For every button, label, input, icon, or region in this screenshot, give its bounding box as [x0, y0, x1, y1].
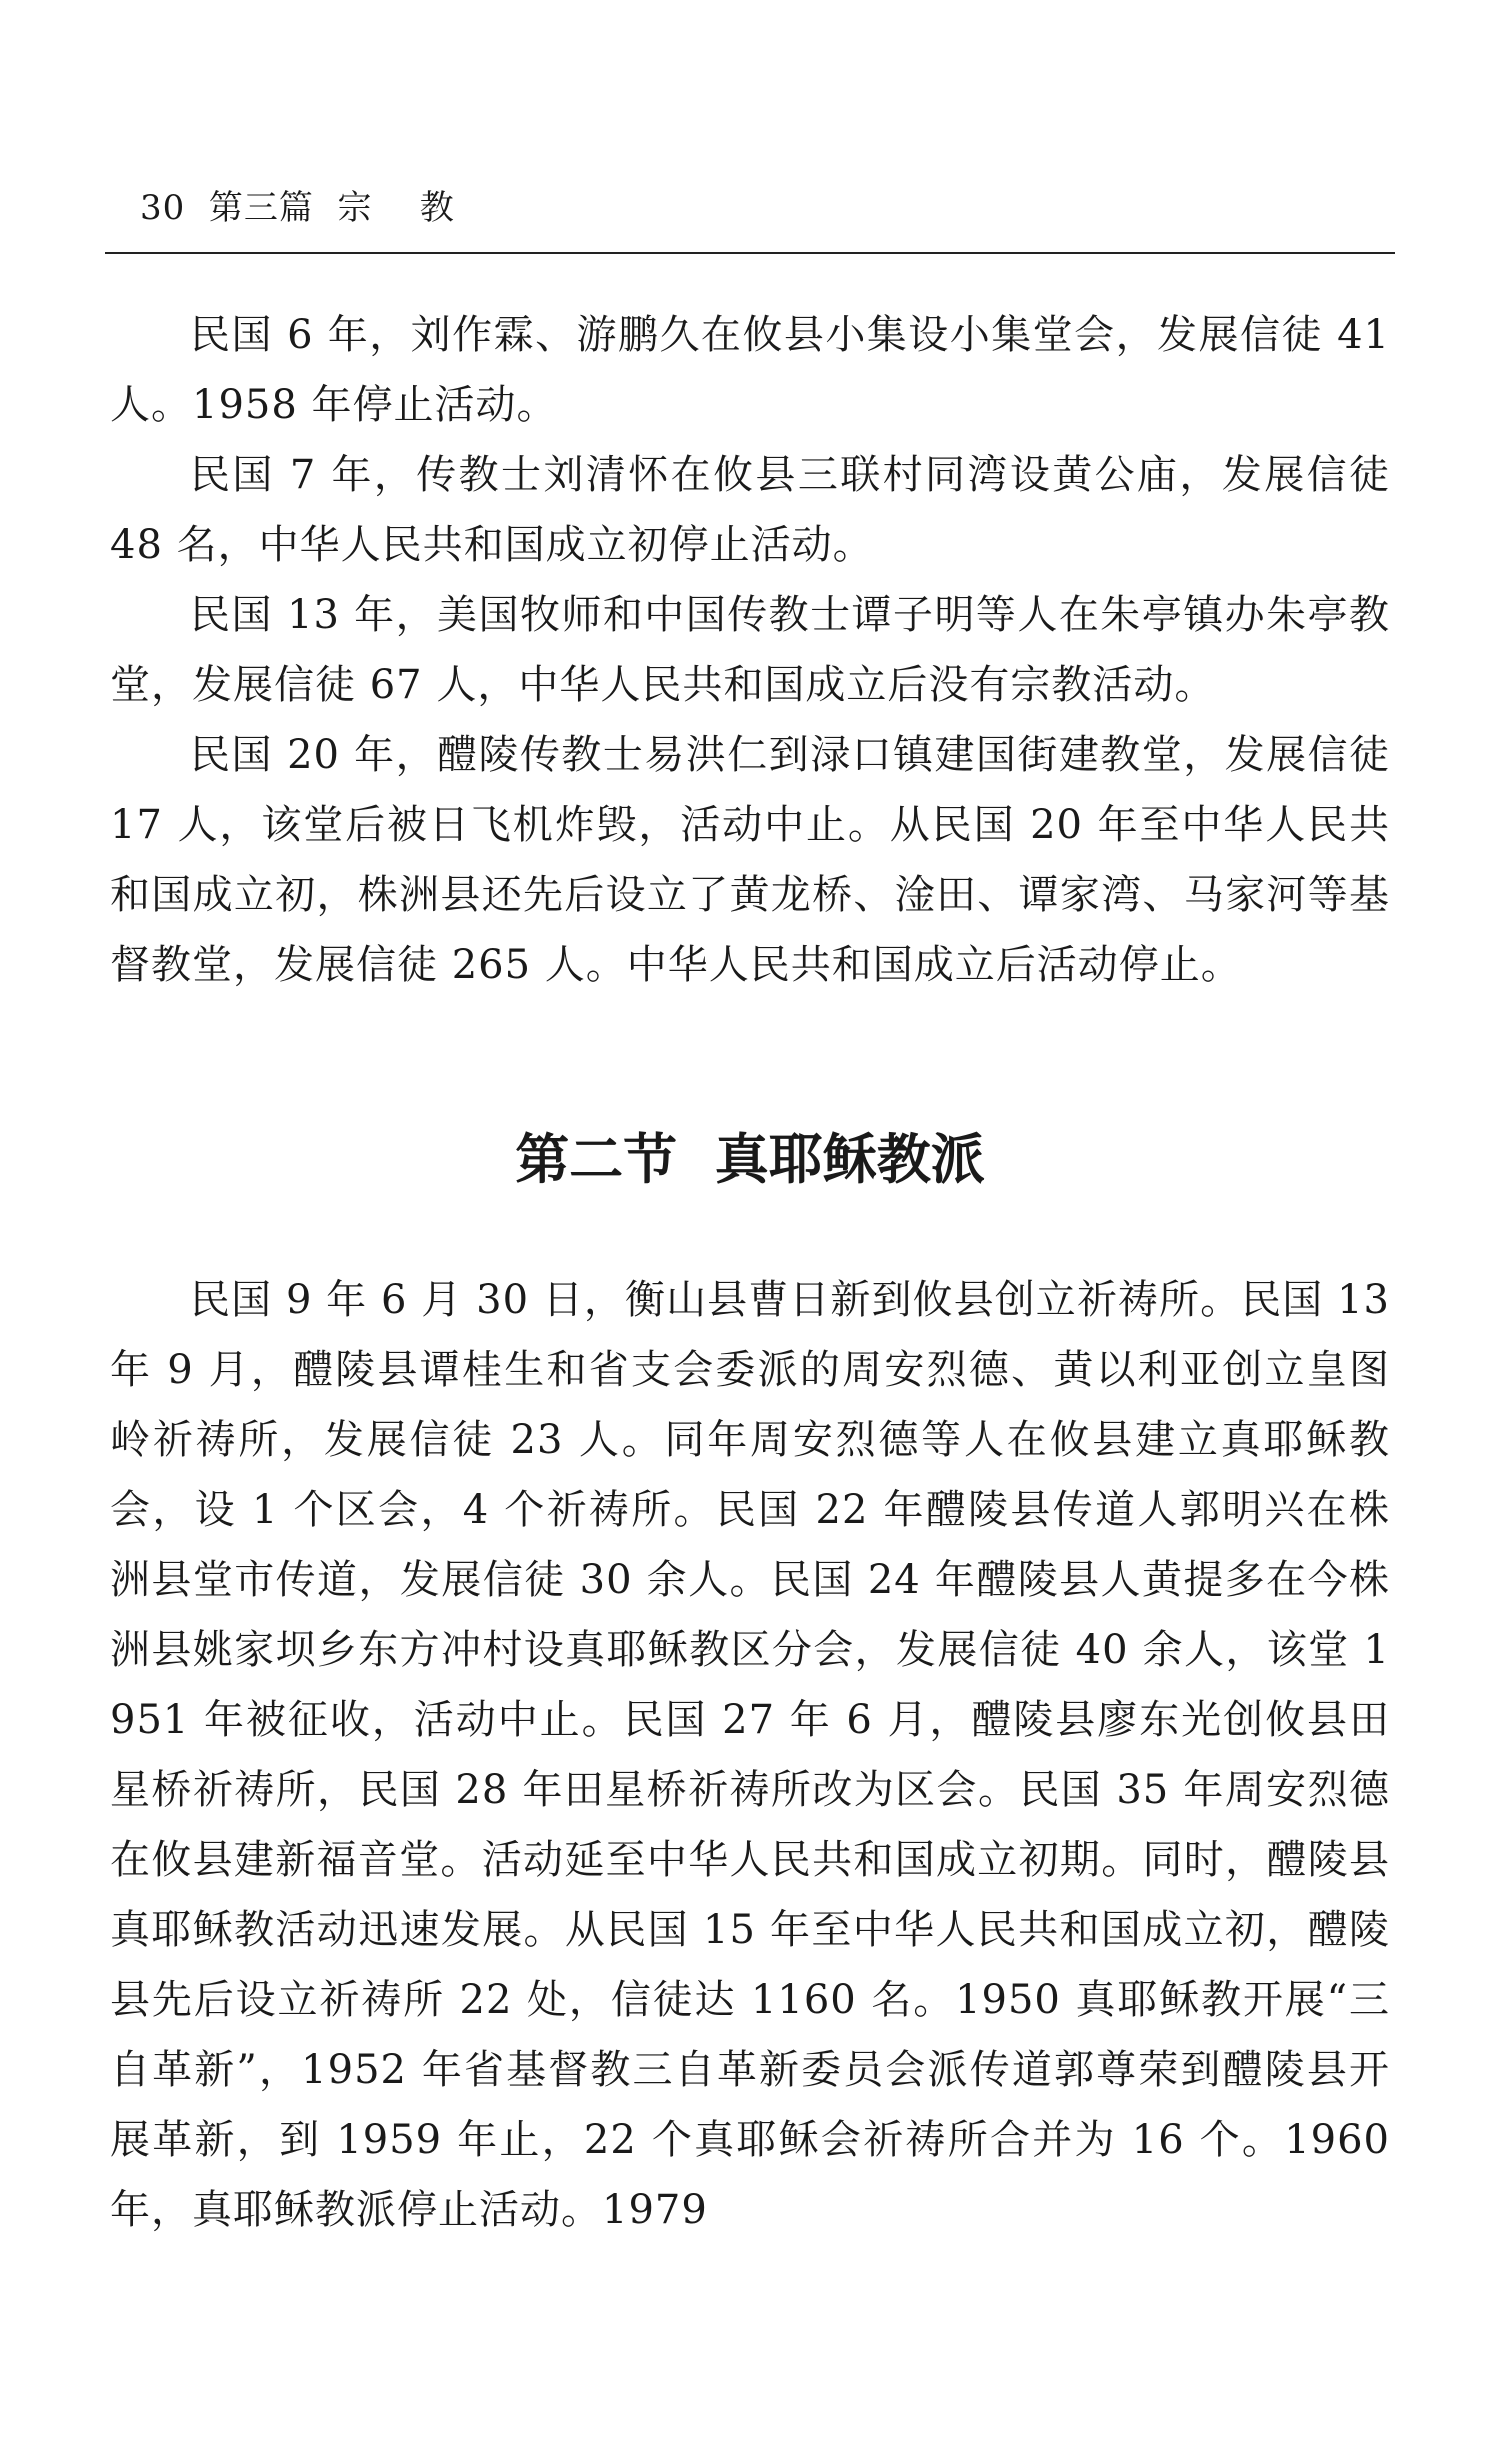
- paragraph: 民国 9 年 6 月 30 日，衡山县曹日新到攸县创立祈祷所。民国 13 年 9 月，醴陵县谭桂生和省支会委派的周安烈德、黄以利亚创立皇图岭祈祷所，发展信徒 23 人。同年周安烈德等人在攸县建立真耶稣教会，设 1 个区会，4 个祈祷所。民国 22 年醴陵县传道人郭明兴在株洲县堂市传道，发展信徒 30 余人。民国 24 年醴陵县人黄提多在今株洲县姚家坝乡东方冲村设真耶稣教区分会，发展信徒 40 余人，该堂 1951 年被征收，活动中止。民国 27 年 6 月，醴陵县廖东光创攸县田星桥祈祷所，民国 28 年田星桥祈祷所改为区会。民国 35 年周安烈德在攸县建新福音堂。活动延至中华人民共和国成立初期。同时，醴陵县真耶稣教活动迅速发展。从民国 15 年至中华人民共和国成立初，醴陵县先后设立祈祷所 22 处，信徒达 1160 名。1950 真耶稣教开展“三自革新”，1952 年省基督教三自革新委员会派传道郭尊荣到醴陵县开展革新，到 1959 年止，22 个真耶稣会祈祷所合并为 16 个。1960 年，真耶稣教派停止活动。1979: [110, 1277, 1390, 2233]
- text-block-section: [110, 1265, 1390, 2245]
- header-rule: [105, 252, 1395, 254]
- paragraph: 民国 13 年，美国牧师和中国传教士谭子明等人在朱亭镇办朱亭教堂，发展信徒 67 人，中华人民共和国成立后没有宗教活动。: [110, 592, 1390, 708]
- section-title: 第二节 真耶稣教派: [515, 1128, 985, 1191]
- paragraph: 民国 20 年，醴陵传教士易洪仁到渌口镇建国街建教堂，发展信徒 17 人，该堂后被日飞机炸毁，活动中止。从民国 20 年至中华人民共和国成立初，株洲县还先后设立了黄龙桥、淦田、谭家湾、马家河等基督教堂，发展信徒 265 人。中华人民共和国成立后活动停止。: [110, 732, 1390, 988]
- paragraph: 民国 7 年，传教士刘清怀在攸县三联村同湾设黄公庙，发展信徒 48 名，中华人民共和国成立初停止活动。: [110, 452, 1390, 568]
- paragraph: 民国 6 年，刘作霖、游鹏久在攸县小集设小集堂会，发展信徒 41 人。1958 年停止活动。: [110, 312, 1390, 428]
- running-head: 30 第三篇 宗 教: [140, 188, 455, 228]
- text-block-top: [110, 300, 1390, 1000]
